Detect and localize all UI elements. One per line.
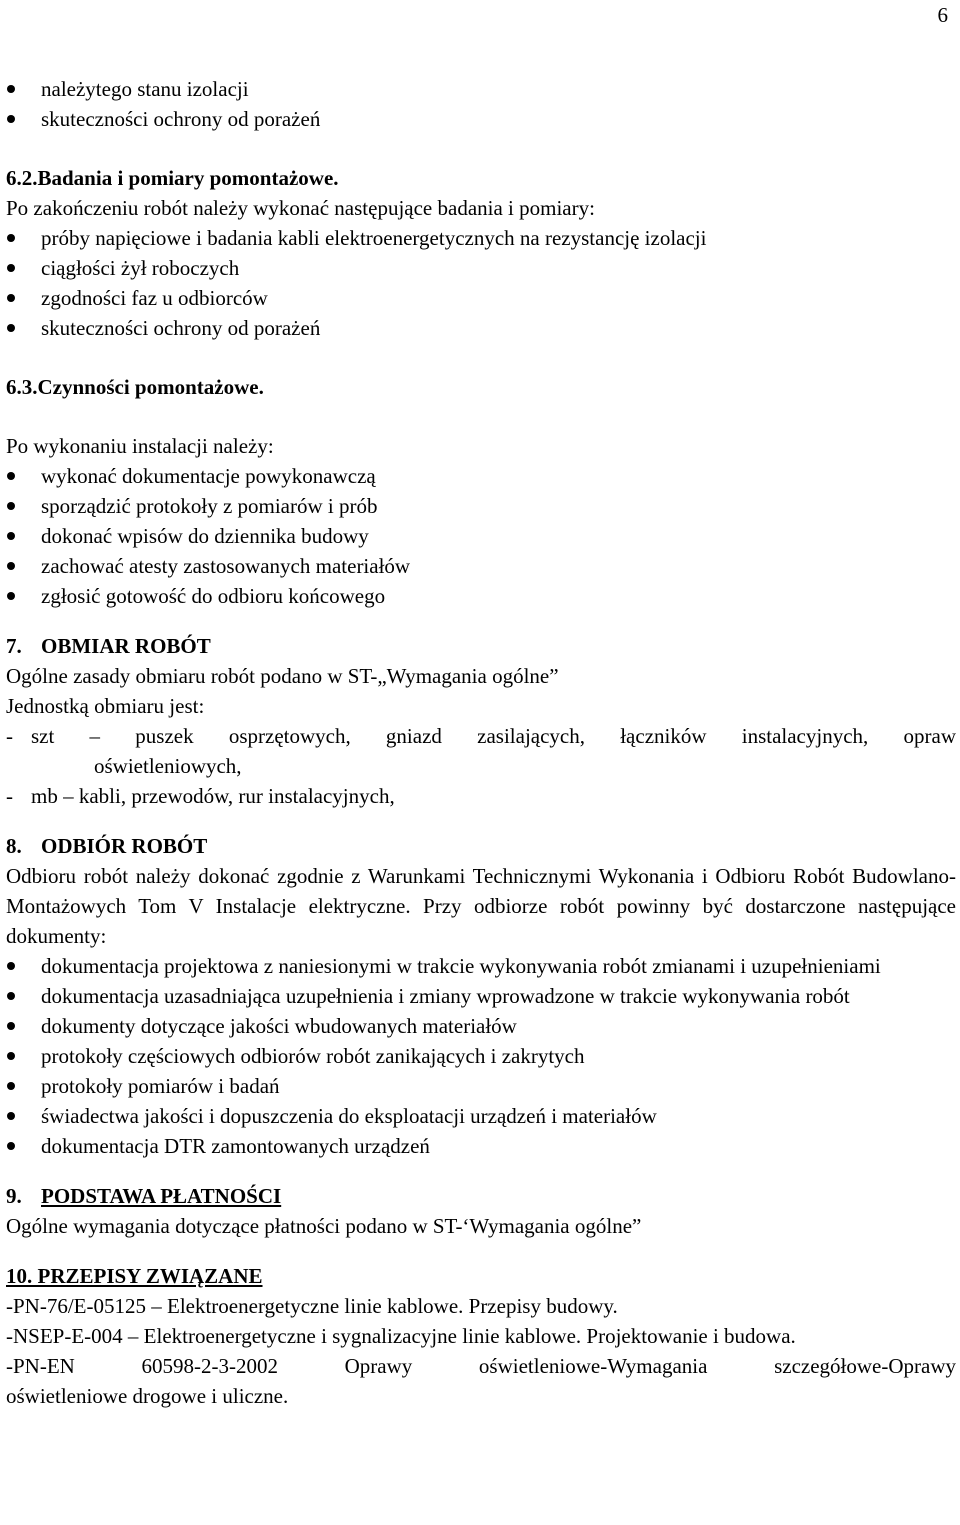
paragraph: Jednostką obmiaru jest: (6, 694, 205, 718)
document-body (6, 74, 956, 1411)
measure-unit-row (6, 721, 956, 781)
list-item: sporządzić protokoły z pomiarów i prób (6, 491, 956, 521)
intro-list (6, 74, 956, 134)
list-item: należytego stanu izolacji (6, 74, 956, 104)
paragraph: Ogólne wymagania dotyczące płatności podano w ST-‘Wymagania ogólne” (6, 1214, 642, 1238)
list-item: skuteczności ochrony od porażeń (6, 313, 956, 343)
list-item: protokoły pomiarów i badań (6, 1071, 956, 1101)
list-item: dokumenty dotyczące jakości wbudowanych materiałów (6, 1011, 956, 1041)
regulation-line-cont: oświetleniowe drogowe i uliczne. (6, 1384, 289, 1408)
section-heading (6, 831, 956, 861)
section-number: 7. (6, 634, 22, 658)
section-heading: 6.3.Czynności pomontażowe. (6, 375, 264, 399)
section-10 (6, 1261, 956, 1411)
measure-unit-text: szt – puszek osprzętowych, gniazd zasilających, łączników instalacyjnych, opraw (31, 724, 956, 748)
measure-unit-row (6, 781, 956, 811)
section-heading: 10. PRZEPISY ZWIĄZANE (6, 1264, 263, 1288)
section-intro: Po zakończeniu robót należy wykonać następujące badania i pomiary: (6, 196, 595, 220)
section-number: 9. (6, 1184, 22, 1208)
list-item: protokoły częściowych odbiorów robót zanikających i zakrytych (6, 1041, 956, 1071)
page-number: 6 (937, 3, 948, 27)
list-item: dokumentacja projektowa z naniesionymi w trakcie wykonywania robót zmianami i uzupełnieniami (6, 951, 956, 981)
section-8 (6, 831, 956, 1161)
measure-unit-text: mb – kabli, przewodów, rur instalacyjnych, (31, 784, 395, 808)
section-6-3 (6, 372, 956, 611)
section-title: ODBIÓR ROBÓT (41, 834, 208, 858)
section-title: PODSTAWA PŁATNOŚCI (41, 1184, 282, 1208)
list-item: zgłosić gotowość do odbioru końcowego (6, 581, 956, 611)
list-item: skuteczności ochrony od porażeń (6, 104, 956, 134)
section-heading: 6.2.Badania i pomiary pomontażowe. (6, 166, 339, 190)
list-item: dokumentacja uzasadniająca uzupełnienia i zmiany wprowadzone w trakcie wykonywania robót (6, 981, 956, 1011)
list-item: ciągłości żył roboczych (6, 253, 956, 283)
documents-list (6, 951, 956, 1161)
measurements-list (6, 223, 956, 343)
section-number: 8. (6, 834, 22, 858)
regulation-line: -NSEP-E-004 – Elektroenergetyczne i sygnalizacyjne linie kablowe. Projektowanie i budowa. (6, 1324, 796, 1348)
measure-unit-text-cont: oświetleniowych, (94, 754, 242, 778)
section-9 (6, 1181, 956, 1241)
list-item: dokonać wpisów do dziennika budowy (6, 521, 956, 551)
list-item: zachować atesty zastosowanych materiałów (6, 551, 956, 581)
list-item: wykonać dokumentacje powykonawczą (6, 461, 956, 491)
paragraph: Odbioru robót należy dokonać zgodnie z Warunkami Technicznymi Wykonania i Odbioru Robót Budowlano-Montażowych Tom V Instalacje elektryczne. Przy odbiorze robót powinny być dostarczone następujące dokumenty: (6, 864, 956, 948)
list-item: dokumentacja DTR zamontowanych urządzeń (6, 1131, 956, 1161)
section-7 (6, 631, 956, 811)
paragraph: Ogólne zasady obmiaru robót podano w ST-„Wymagania ogólne” (6, 664, 559, 688)
section-heading (6, 631, 956, 661)
section-intro: Po wykonaniu instalacji należy: (6, 434, 274, 458)
post-assembly-list (6, 461, 956, 611)
list-item: świadectwa jakości i dopuszczenia do eksploatacji urządzeń i materiałów (6, 1101, 956, 1131)
section-heading (6, 1181, 956, 1211)
section-title: OBMIAR ROBÓT (41, 634, 211, 658)
regulation-line: -PN-76/E-05125 – Elektroenergetyczne linie kablowe. Przepisy budowy. (6, 1294, 618, 1318)
regulation-line: -PN-EN 60598-2-3-2002 Oprawy oświetleniowe-Wymagania szczegółowe-Oprawy (6, 1354, 956, 1378)
list-item: zgodności faz u odbiorców (6, 283, 956, 313)
section-6-2 (6, 163, 956, 343)
dash-marker: - (6, 784, 13, 808)
list-item: próby napięciowe i badania kabli elektroenergetycznych na rezystancję izolacji (6, 223, 956, 253)
dash-marker: - (6, 724, 13, 748)
